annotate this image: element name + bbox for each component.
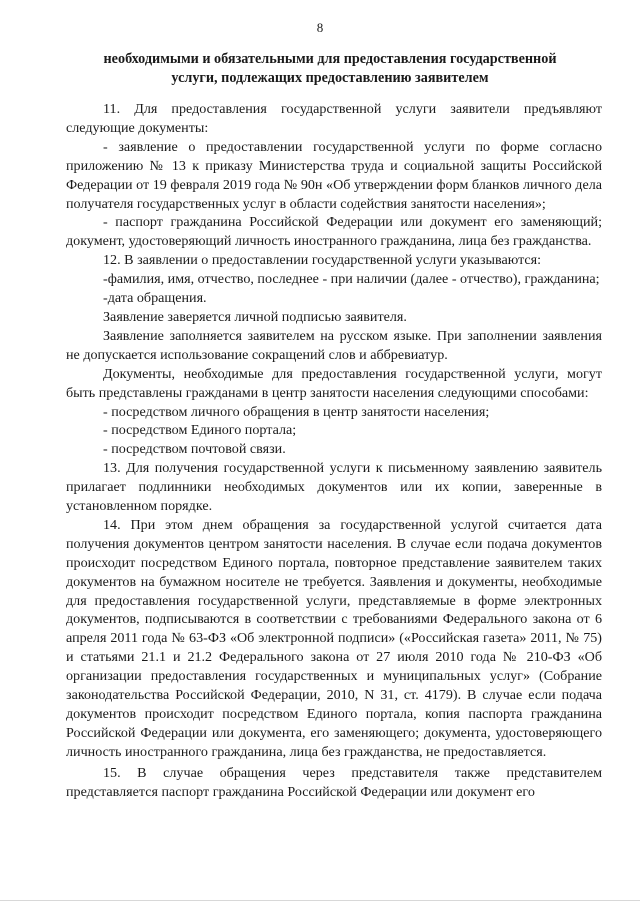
- section-heading: [80, 50, 580, 88]
- paragraph-14: 14. При этом днем обращения за государственной услугой считается дата получения документов центром занятости населения. В случае если подача документов происходит посредством Единого портала, повторное представление заявителем таких документов на бумажном носителе не требуется. Заявления и документы, необходимые для предоставления государственной услуги, представляемые в форме электронных документов, подписываются в соответствии с требованиями Федерального закона от 6 апреля 2011 года № 63-ФЗ «Об электронной подписи» («Российская газета» 2011, № 75) и статьями 21.1 и 21.2 Федерального закона от 27 июля 2010 года № 210-ФЗ «Об организации предоставления государственных и муниципальных услуг» (Собрание законодательства Российской Федерации, 2010, N 31, ст. 4179). В случае если подача документов происходит посредством Единого портала, копия паспорта гражданина Российской Федерации или документа, его заменяющего; документа, удостоверяющего личность иностранного гражданина, лица без гражданства, не предоставляется.: [66, 516, 602, 760]
- list-item-postal: - посредством почтовой связи.: [103, 441, 286, 458]
- list-item-date: -дата обращения.: [103, 290, 207, 307]
- section-heading-line-2: услуги, подлежащих предоставлению заявителем: [171, 70, 489, 86]
- paragraph-12: 12. В заявлении о предоставлении государственной услуги указываются:: [103, 252, 542, 269]
- paragraph-15: 15. В случае обращения через представителя также представителем представляется паспорт гражданина Российской Федерации или документ его: [66, 764, 602, 800]
- paragraph-signature: Заявление заверяется личной подписью заявителя.: [103, 308, 407, 325]
- list-item-personal-visit: - посредством личного обращения в центр занятости населения;: [103, 403, 490, 420]
- list-item-application-form: - заявление о предоставлении государственной услуги по форме согласно приложению № 13 к приказу Министерства труда и социальной защиты Российской Федерации от 19 февраля 2019 года № 90н «Об утверждении форм бланков личного дела получателя государственных услуг в области содействия занятости населения»;: [66, 138, 602, 212]
- paragraph-submission-methods: Документы, необходимые для предоставления государственной услуги, могут быть представлены гражданами в центр занятости населения следующими способами:: [66, 365, 602, 401]
- list-item-passport: - паспорт гражданина Российской Федерации или документ его заменяющий; документ, удостоверяющий личность иностранного гражданина, лица без гражданства.: [66, 214, 602, 250]
- paragraph-11: 11. Для предоставления государственной услуги заявители предъявляют следующие документы:: [66, 101, 602, 136]
- list-item-full-name: -фамилия, имя, отчество, последнее - при наличии (далее - отчество), гражданина;: [103, 271, 600, 288]
- page-bottom-edge: [0, 900, 640, 901]
- page-number: 8: [316, 20, 324, 35]
- document-body: [66, 100, 602, 802]
- section-heading-line-1: необходимыми и обязательными для предоставления государственной: [103, 51, 557, 67]
- paragraph-13: 13. Для получения государственной услуги к письменному заявлению заявитель прилагает подлинники необходимых документов или их копии, заверенные в установленном порядке.: [66, 460, 602, 515]
- list-item-unified-portal: - посредством Единого портала;: [103, 422, 297, 439]
- paragraph-language: Заявление заполняется заявителем на русском языке. При заполнении заявления не допускается использование сокращений слов и аббревиатур.: [66, 327, 602, 363]
